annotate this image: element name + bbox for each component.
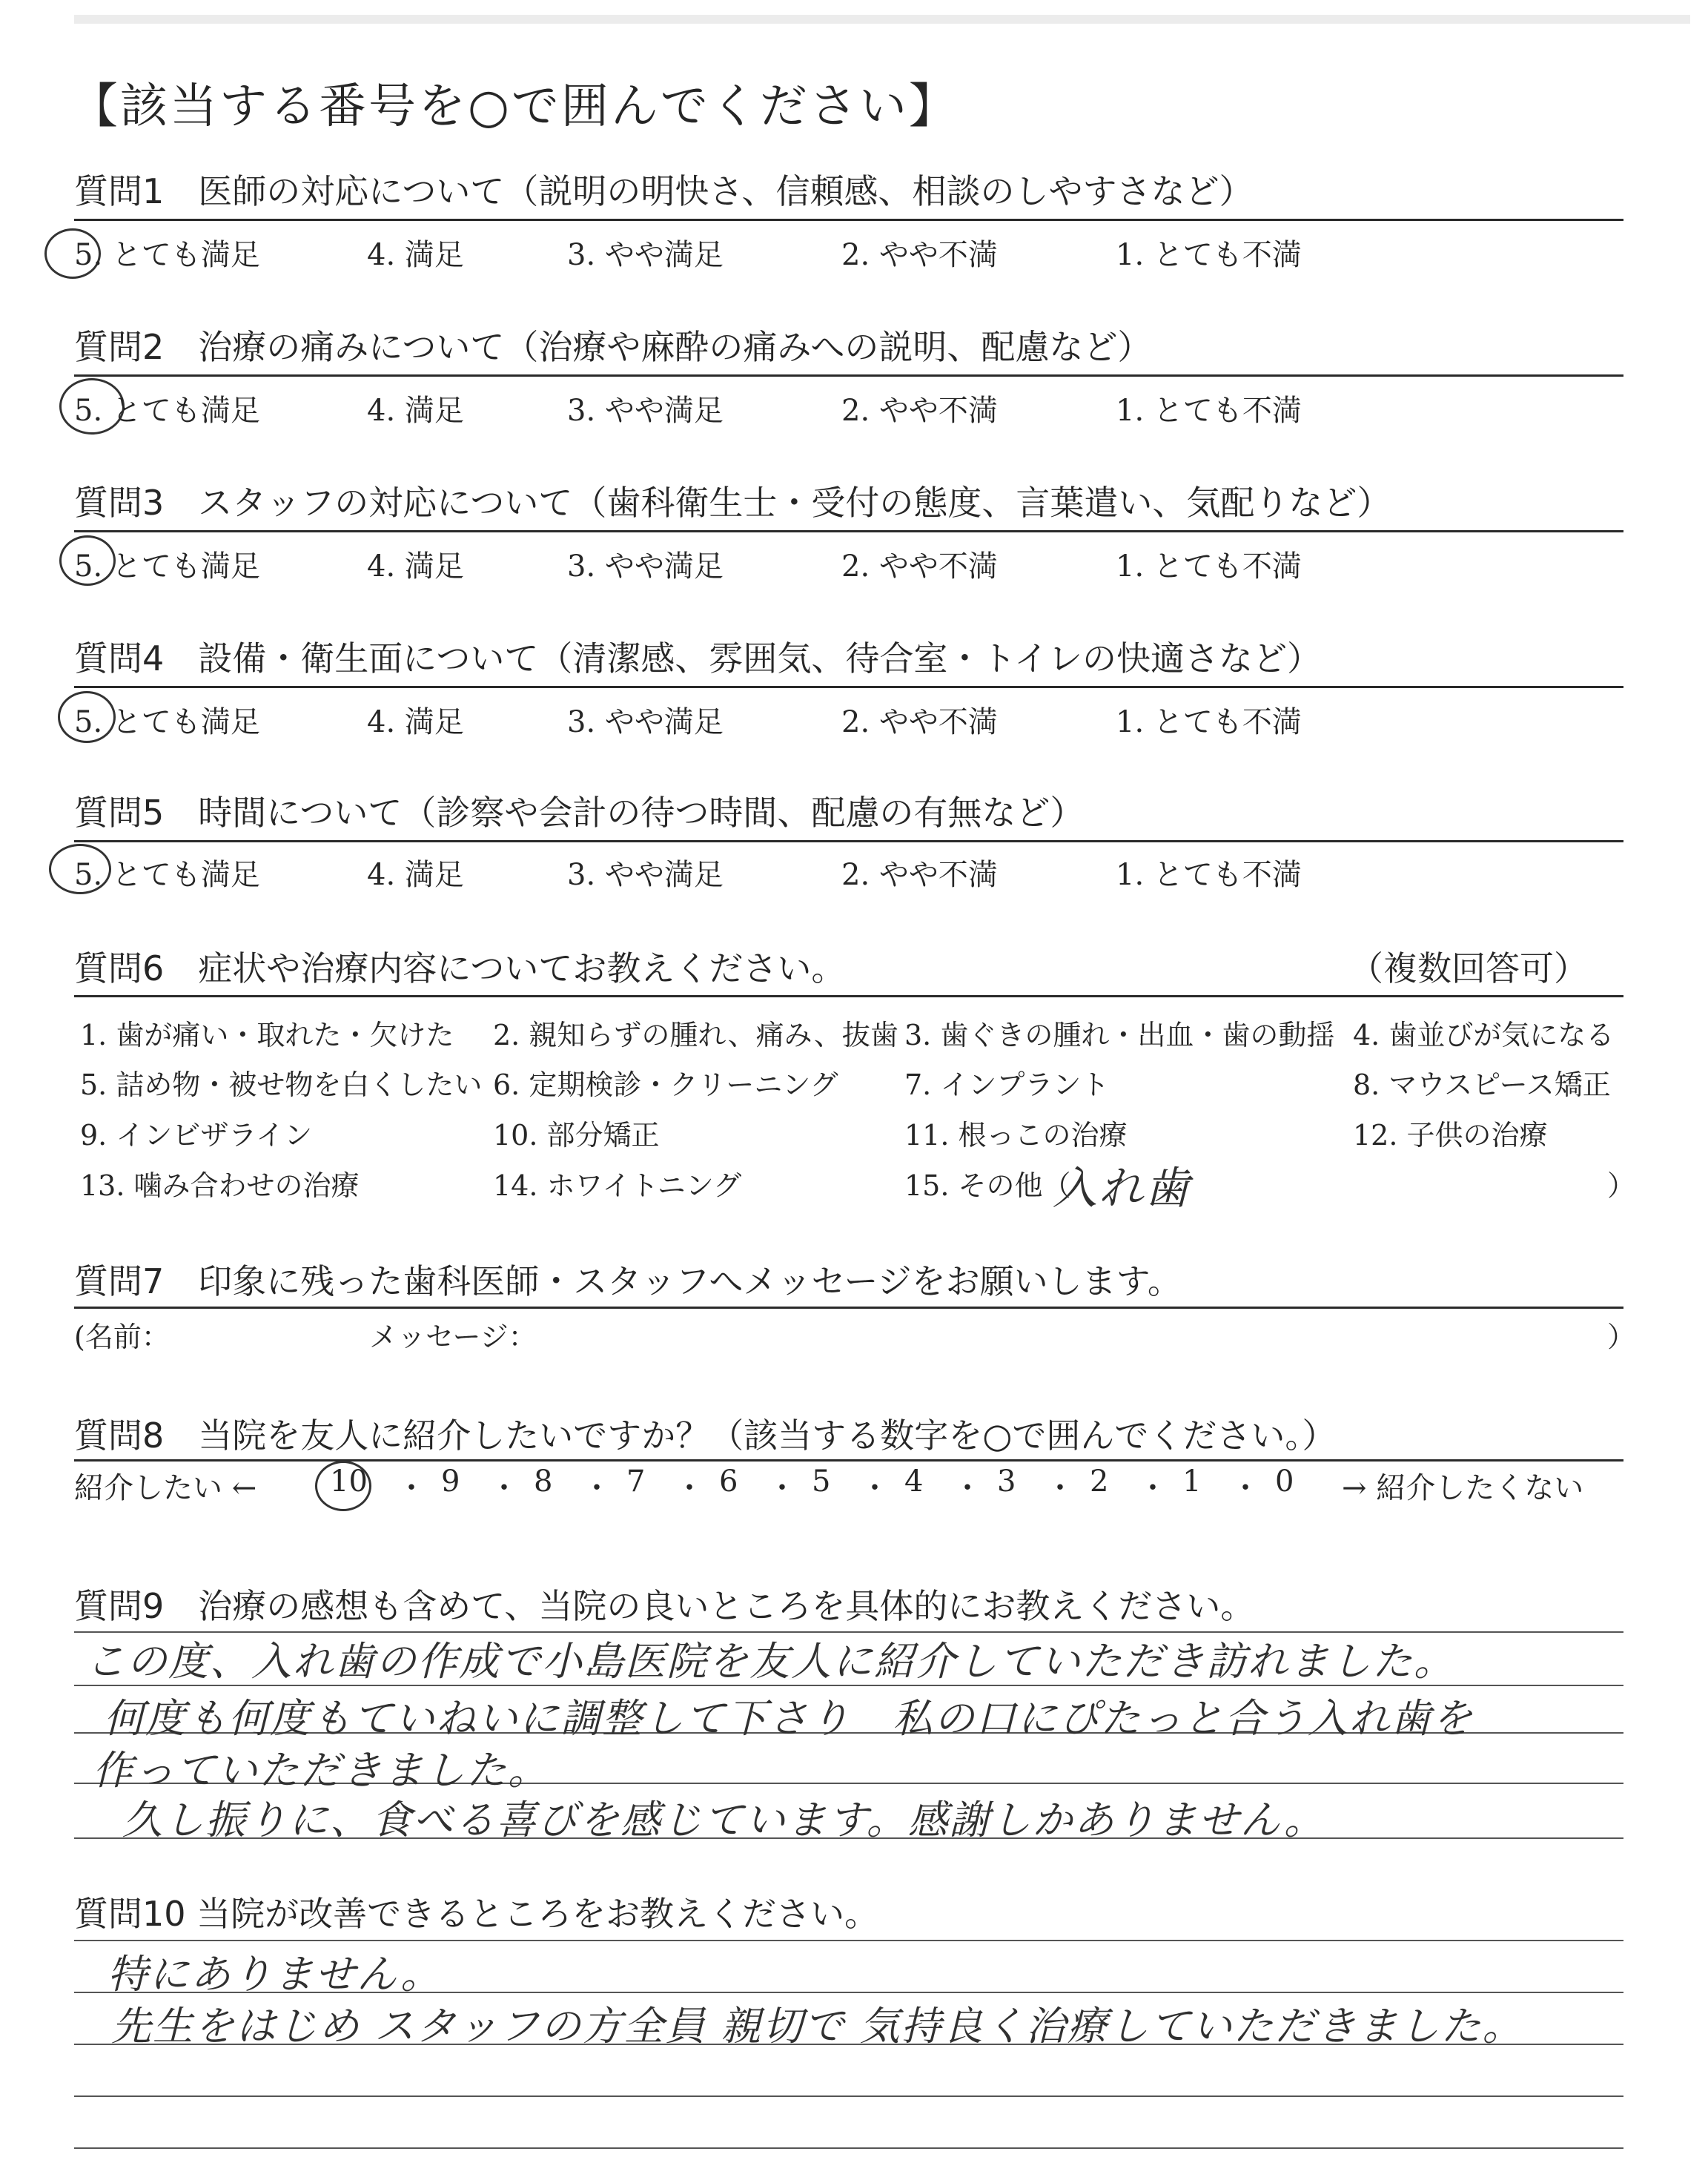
- q8-score-9[interactable]: 9: [441, 1464, 460, 1499]
- question-8-label: 質問8 当院を友人に紹介したいですか？（該当する数字を○で囲んでください。）: [74, 1416, 1337, 1456]
- question-2-label: 質問2 治療の痛みについて（治療や麻酔の痛みへの説明、配慮など）: [74, 327, 1152, 367]
- q5-option-2[interactable]: 2. やや不満: [841, 858, 998, 892]
- q8-score-0[interactable]: 0: [1275, 1464, 1294, 1499]
- q2-option-4[interactable]: 4. 満足: [367, 394, 464, 428]
- q4-option-3[interactable]: 3. やや満足: [567, 705, 724, 739]
- q8-score-4[interactable]: 4: [904, 1464, 924, 1499]
- q6-item-13[interactable]: 13. 噛み合わせの治療: [80, 1169, 360, 1202]
- q10-line-4: [74, 2095, 1623, 2097]
- q8-dot: ・: [675, 1471, 704, 1505]
- q4-option-2[interactable]: 2. やや不満: [841, 705, 998, 739]
- question-9-label: 質問9 治療の感想も含めて、当院の良いところを具体的にお教えください。: [74, 1586, 1255, 1626]
- q1-option-2[interactable]: 2. やや不満: [841, 238, 998, 272]
- q10-answer-line-1[interactable]: 特にありません。: [107, 1951, 443, 1998]
- q6-item-15[interactable]: 15. その他（: [904, 1169, 1071, 1202]
- q6-other-handwritten[interactable]: 入れ歯: [1053, 1163, 1191, 1215]
- q8-dot: ・: [860, 1471, 890, 1505]
- question-7-rule: [74, 1307, 1623, 1309]
- q8-dot: ・: [1045, 1471, 1075, 1505]
- question-4-rule: [74, 686, 1623, 688]
- q8-dot: ・: [1138, 1471, 1168, 1505]
- q8-dot: ・: [582, 1471, 612, 1505]
- q1-option-1[interactable]: 1. とても不満: [1116, 238, 1302, 272]
- q8-dot: ・: [1231, 1471, 1260, 1505]
- q8-right-label: → 紹介したくない: [1342, 1471, 1584, 1505]
- q6-item-8[interactable]: 8. マウスピース矯正: [1353, 1069, 1611, 1101]
- q7-name-label: (名前：: [74, 1321, 170, 1353]
- q6-item-4[interactable]: 4. 歯並びが気になる: [1353, 1019, 1615, 1051]
- q5-option-4[interactable]: 4. 満足: [367, 858, 464, 892]
- q9-answer-line-4[interactable]: 久し振りに、食べる喜びを感じています。感謝しかありません。: [122, 1797, 1325, 1843]
- q1-option-4[interactable]: 4. 満足: [367, 238, 464, 272]
- q8-dot: ・: [953, 1471, 982, 1505]
- scan-top-edge: [74, 15, 1690, 24]
- q10-line-1: [74, 1940, 1623, 1941]
- q10-line-5: [74, 2147, 1623, 2149]
- question-2-rule: [74, 374, 1623, 377]
- q8-score-8[interactable]: 8: [534, 1464, 553, 1499]
- q8-dot: ・: [397, 1471, 426, 1505]
- q8-score-2[interactable]: 2: [1090, 1464, 1109, 1499]
- q5-option-5[interactable]: 5. とても満足: [74, 858, 260, 892]
- q2-option-1[interactable]: 1. とても不満: [1116, 394, 1302, 428]
- q4-option-5[interactable]: 5. とても満足: [74, 705, 260, 739]
- q3-option-1[interactable]: 1. とても不満: [1116, 549, 1302, 584]
- question-3-label: 質問3 スタッフの対応について（歯科衛生士・受付の態度、言葉遣い、気配りなど）: [74, 483, 1391, 523]
- q8-left-label: 紹介したい ←: [74, 1471, 257, 1505]
- question-6-rule: [74, 995, 1623, 997]
- question-8-rule: [74, 1459, 1623, 1462]
- q9-answer-line-3[interactable]: 作っていただきました。: [93, 1747, 549, 1794]
- q6-item-10[interactable]: 10. 部分矯正: [493, 1119, 660, 1152]
- q3-option-3[interactable]: 3. やや満足: [567, 549, 724, 584]
- q8-score-10[interactable]: 10: [330, 1464, 368, 1499]
- q1-option-5[interactable]: 5. とても満足: [74, 238, 260, 272]
- q8-dot: ・: [489, 1471, 519, 1505]
- q6-item-1[interactable]: 1. 歯が痛い・取れた・欠けた: [80, 1019, 454, 1051]
- q6-item-11[interactable]: 11. 根っこの治療: [904, 1119, 1128, 1152]
- q3-option-2[interactable]: 2. やや不満: [841, 549, 998, 584]
- q2-option-5[interactable]: 5. とても満足: [74, 394, 260, 428]
- q7-message-label: メッセージ：: [369, 1321, 537, 1353]
- q5-option-1[interactable]: 1. とても不満: [1116, 858, 1302, 892]
- q3-option-4[interactable]: 4. 満足: [367, 549, 464, 584]
- question-1-rule: [74, 219, 1623, 221]
- q6-close-paren: ）: [1607, 1169, 1636, 1202]
- question-6-label: 質問6 症状や治療内容についてお教えください。: [74, 948, 846, 988]
- q4-option-1[interactable]: 1. とても不満: [1116, 705, 1302, 739]
- question-5-rule: [74, 840, 1623, 842]
- q6-item-6[interactable]: 6. 定期検診・クリーニング: [493, 1069, 838, 1101]
- q2-option-2[interactable]: 2. やや不満: [841, 394, 998, 428]
- q8-score-3[interactable]: 3: [997, 1464, 1016, 1499]
- q5-option-3[interactable]: 3. やや満足: [567, 858, 724, 892]
- q10-answer-line-2[interactable]: 先生をはじめ スタッフの方全員 親切で 気持良く治療していただきました。: [111, 2003, 1524, 2050]
- question-6-note: （複数回答可）: [1349, 948, 1588, 988]
- q8-score-5[interactable]: 5: [812, 1464, 831, 1499]
- question-1-label: 質問1 医師の対応について（説明の明快さ、信頼感、相談のしやすさなど）: [74, 171, 1254, 211]
- q9-answer-line-1[interactable]: この度、入れ歯の作成で小島医院を友人に紹介していただき訪れました。: [85, 1638, 1455, 1685]
- q6-item-12[interactable]: 12. 子供の治療: [1353, 1119, 1548, 1152]
- q7-close-paren: ）: [1607, 1321, 1636, 1353]
- q8-score-7[interactable]: 7: [626, 1464, 646, 1499]
- q6-item-5[interactable]: 5. 詰め物・被せ物を白くしたい: [80, 1069, 483, 1101]
- question-4-label: 質問4 設備・衛生面について（清潔感、雰囲気、待合室・トイレの快適さなど）: [74, 638, 1322, 678]
- q6-item-3[interactable]: 3. 歯ぐきの腫れ・出血・歯の動揺: [904, 1019, 1335, 1051]
- q1-option-3[interactable]: 3. やや満足: [567, 238, 724, 272]
- q8-score-6[interactable]: 6: [719, 1464, 738, 1499]
- question-10-label: 質問10 当院が改善できるところをお教えください。: [74, 1894, 879, 1934]
- q6-item-2[interactable]: 2. 親知らずの腫れ、痛み、抜歯: [493, 1019, 898, 1051]
- q8-dot: ・: [767, 1471, 797, 1505]
- q6-item-14[interactable]: 14. ホワイトニング: [493, 1169, 742, 1202]
- question-5-label: 質問5 時間について（診察や会計の待つ時間、配慮の有無など）: [74, 793, 1085, 833]
- q2-option-3[interactable]: 3. やや満足: [567, 394, 724, 428]
- q9-answer-line-2[interactable]: 何度も何度もていねいに調整して下さり 私の口にぴたっと合う入れ歯を: [104, 1695, 1474, 1742]
- question-7-label: 質問7 印象に残った歯科医師・スタッフへメッセージをお願いします。: [74, 1261, 1182, 1301]
- page-title: 【該当する番号を○で囲んでください】: [70, 79, 959, 134]
- q3-option-5[interactable]: 5. とても満足: [74, 549, 260, 584]
- q4-option-4[interactable]: 4. 満足: [367, 705, 464, 739]
- q6-item-9[interactable]: 9. インビザライン: [80, 1119, 313, 1152]
- q8-score-1[interactable]: 1: [1182, 1464, 1202, 1499]
- question-3-rule: [74, 530, 1623, 532]
- q6-item-7[interactable]: 7. インプラント: [904, 1069, 1110, 1101]
